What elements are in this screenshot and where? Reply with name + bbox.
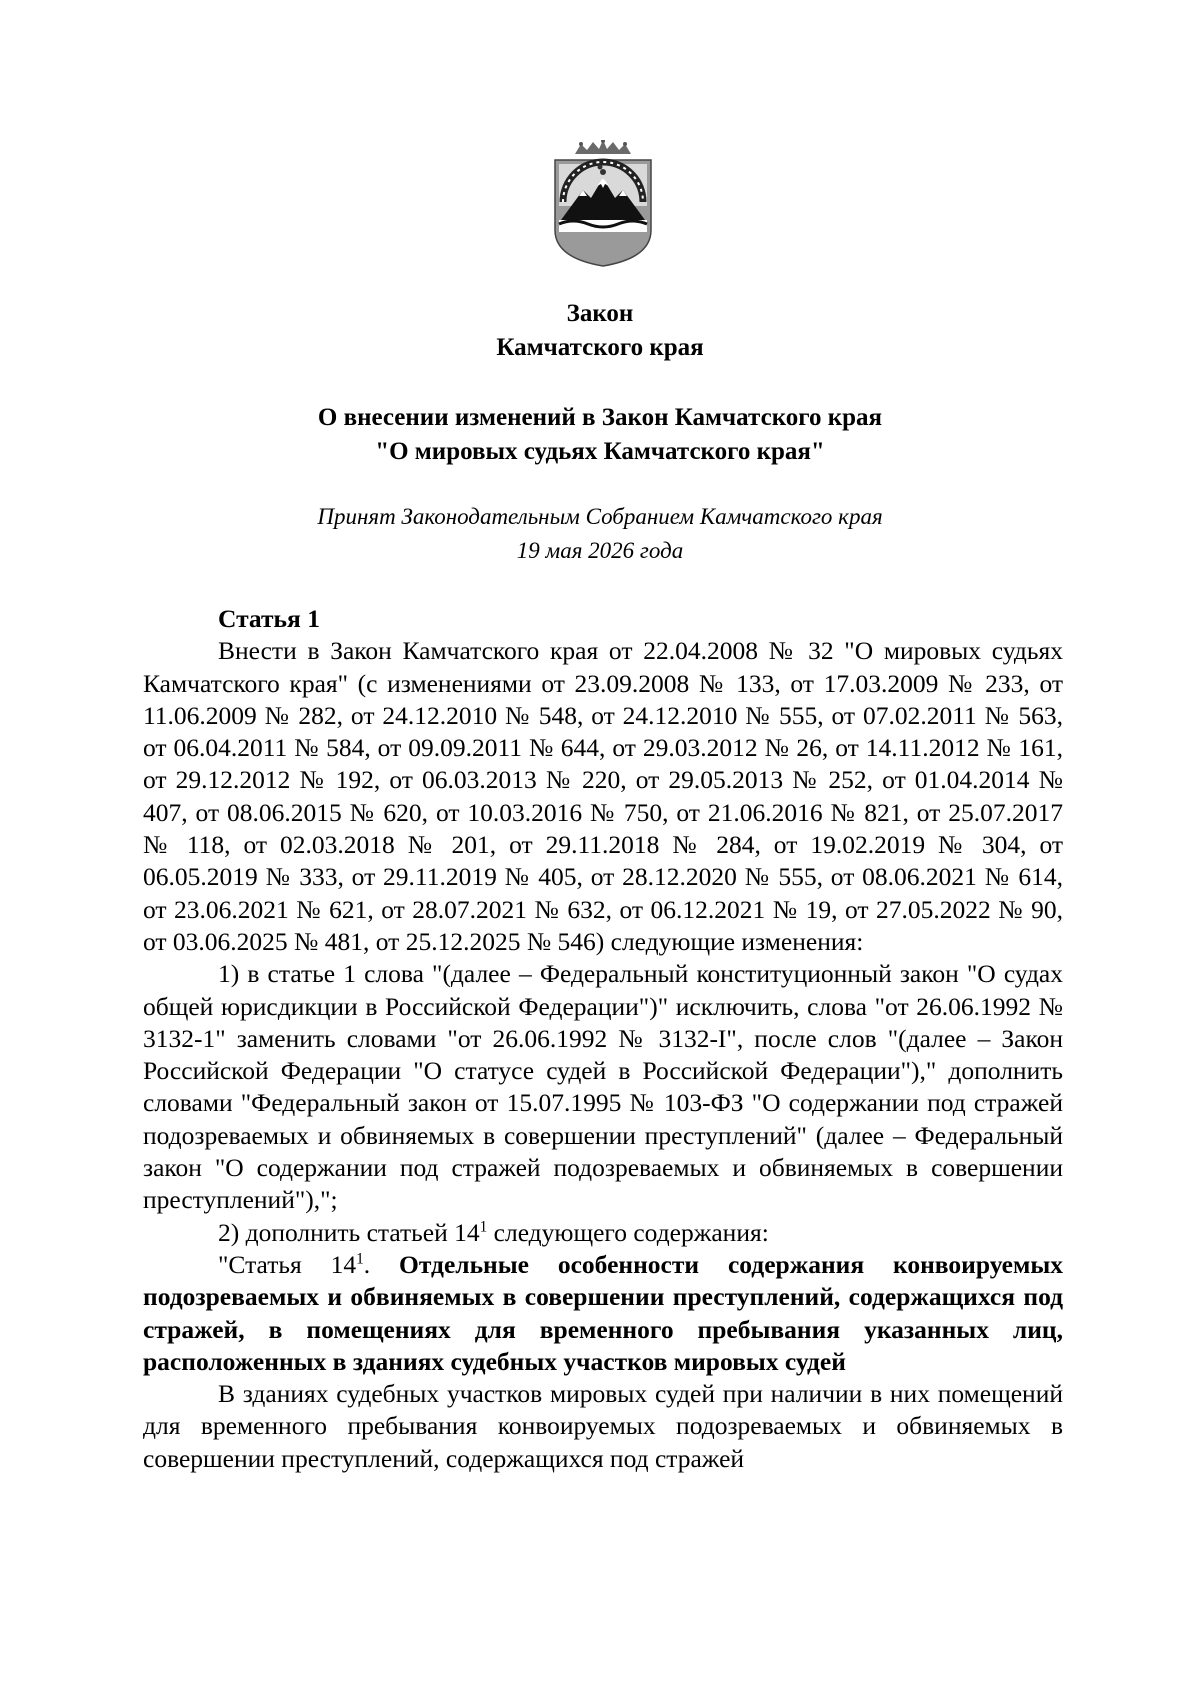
law-subject-line1: О внесении изменений в Закон Камчатского края bbox=[317, 404, 883, 431]
item-2-text-pre: 2) дополнить статьей 14 bbox=[218, 1217, 480, 1247]
new-article-dot: . bbox=[363, 1249, 400, 1279]
new-article-text: В зданиях судебных участков мировых судей при наличии в них помещений для временного пребывания конвоируемых подозреваемых и обвиняемых в совершении преступлений, содержащихся под стражей bbox=[143, 1379, 1063, 1473]
article-1-item-2 bbox=[143, 1217, 1063, 1249]
law-body bbox=[143, 603, 1063, 1475]
law-title bbox=[0, 297, 1200, 365]
law-title-line1: Закон bbox=[566, 300, 634, 327]
law-subject-line2: "О мировых судьях Камчатского края" bbox=[375, 438, 825, 465]
new-article-heading bbox=[143, 1249, 1063, 1378]
item-2-superscript: 1 bbox=[479, 1218, 488, 1236]
law-subject bbox=[0, 401, 1200, 469]
adoption-date: 19 мая 2026 года bbox=[516, 538, 684, 563]
article-1-heading: Статья 1 bbox=[218, 604, 320, 633]
adoption-line1: Принят Законодательным Собранием Камчатского края bbox=[317, 504, 883, 529]
new-article-title: Отдельные особенности содержания конвоируемых подозреваемых и обвиняемых в совершении преступлений, содержащихся под стражей, в помещениях для временного пребывания указанных лиц, расположенных в зданиях судебных участков мировых судей bbox=[143, 1249, 1064, 1376]
adoption-note bbox=[0, 500, 1200, 568]
article-1-item-1: 1) в статье 1 слова "(далее – Федеральный конституционный закон "О судах общей юрисдикции в Российской Федерации")" исключить, слова "от 26.06.1992 № 3132-1" заменить словами "от 26.06.1992 № 3132-I", после слов "(далее – Закон Российской Федерации "О статусе судей в Российской Федерации")," дополнить словами "Федеральный закон от 15.07.1995 № 103-ФЗ "О содержании под стражей подозреваемых и обвиняемых в совершении преступлений" (далее – Федеральный закон "О содержании под стражей подозреваемых и обвиняемых в совершении преступлений"),"; bbox=[143, 959, 1063, 1215]
article-1-intro: Внести в Закон Камчатского края от 22.04.2008 № 32 "О мировых судьях Камчатского края" (с изменениями от 23.09.2008 № 133, от 17.03.2009 № 233, от 11.06.2009 № 282, от 24.12.2010 № 548, от 24.12.2010 № 555, от 07.02.2011 № 563, от 06.04.2011 № 584, от 09.09.2011 № 644, от 29.03.2012 № 26, от 14.11.2012 № 161, от 29.12.2012 № 192, от 06.03.2013 № 220, от 29.05.2013 № 252, от 01.04.2014 № 407, от 08.06.2015 № 620, от 10.03.2016 № 750, от 21.06.2016 № 821, от 25.07.2017 № 118, от 02.03.2018 № 201, от 29.11.2018 № 284, от 19.02.2019 № 304, от 06.05.2019 № 333, от 29.11.2019 № 405, от 28.12.2020 № 555, от 08.06.2021 № 614, от 23.06.2021 № 621, от 28.07.2021 № 632, от 06.12.2021 № 19, от 27.05.2022 № 90, от 03.06.2025 № 481, от 25.12.2025 № 546) следующие изменения: bbox=[143, 636, 1063, 956]
new-article-superscript: 1 bbox=[356, 1250, 364, 1268]
law-title-line2: Камчатского края bbox=[496, 334, 704, 361]
new-article-label: "Статья 14 bbox=[218, 1249, 357, 1279]
coat-of-arms-icon bbox=[553, 140, 653, 268]
item-2-text-post: следующего содержания: bbox=[487, 1217, 769, 1247]
